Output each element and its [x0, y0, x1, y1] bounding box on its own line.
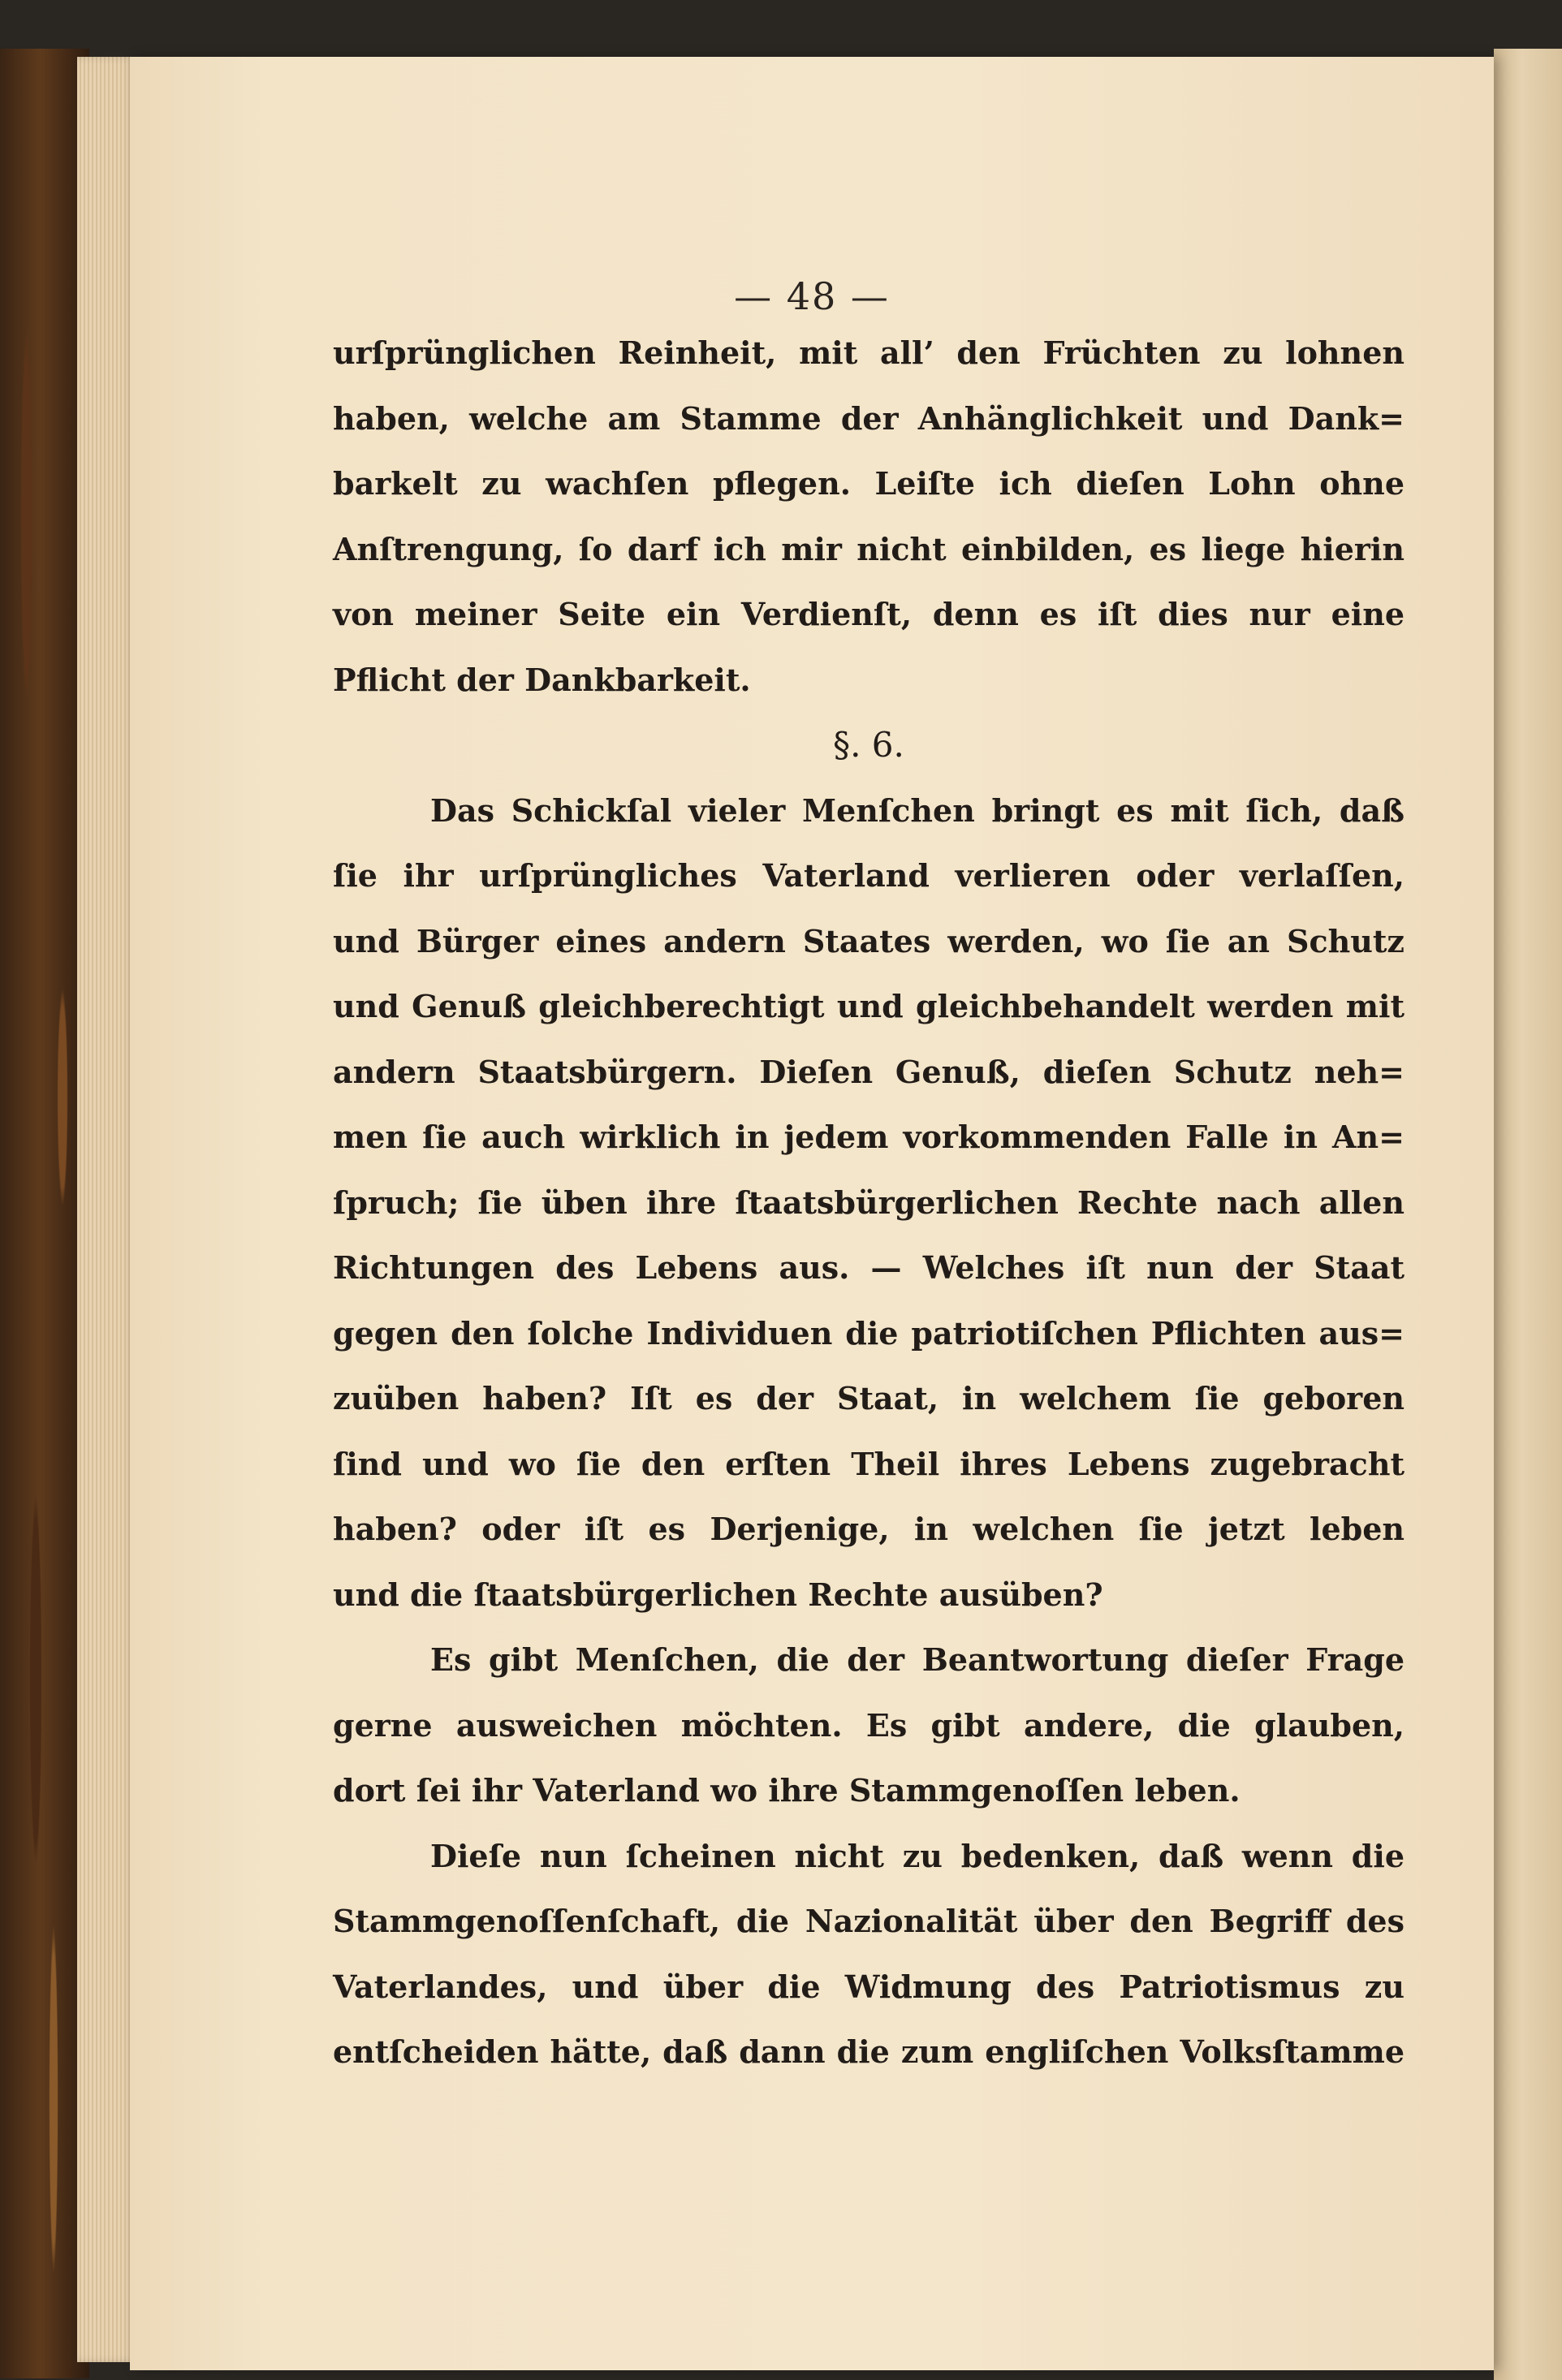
paragraph — [333, 321, 1405, 713]
text-line: dort ſei ihr Vaterland wo ihre Stammgenoſſen leben. — [333, 1772, 1241, 1809]
text-line: Anſtrengung, ſo darf ich mir nicht einbilden, es liege hierin — [333, 530, 1405, 567]
text-line: Dieſe nun ſcheinen nicht zu bedenken, daß wenn die — [430, 1837, 1405, 1874]
page-stack-edge — [77, 57, 138, 2362]
paragraph — [333, 1628, 1405, 1824]
text-line: Vaterlandes, und über die Widmung des Patriotismus zu — [333, 1968, 1405, 2005]
text-line: ſind und wo ſie den erſten Theil ihres Lebens zugebracht — [333, 1445, 1405, 1482]
text-line: men ſie auch wirklich in jedem vorkommenden Falle in An= — [333, 1119, 1405, 1155]
text-line: von meiner Seite ein Verdienſt, denn es iſt dies nur eine — [333, 596, 1405, 632]
text-line: urſprünglichen Reinheit, mit all’ den Früchten zu lohnen — [333, 334, 1405, 371]
text-line: entſcheiden hätte, daß dann die zum engliſchen Volksſtamme — [333, 2033, 1405, 2070]
text-line: Es gibt Menſchen, die der Beantwortung dieſer Frage — [430, 1641, 1405, 1678]
text-line: Stammgenoſſenſchaft, die Nazionalität über den Begriff des — [333, 1903, 1405, 1939]
text-line: und Genuß gleichberechtigt und gleichbehandelt werden mit — [333, 988, 1405, 1024]
text-line: andern Staatsbürgern. Dieſen Genuß, dieſen Schutz neh= — [333, 1053, 1405, 1090]
text-line: Pflicht der Dankbarkeit. — [333, 661, 751, 698]
page-number: — 48 — — [734, 274, 890, 318]
text-line: Das Schickſal vieler Menſchen bringt es mit ſich, daß — [430, 791, 1405, 829]
text-line: zuüben haben? Iſt es der Staat, in welchem ſie geboren — [333, 1380, 1405, 1416]
paragraph — [333, 778, 1405, 1628]
facing-page-edge — [1494, 49, 1562, 2380]
text-line: haben, welche am Stamme der Anhänglichkeit und Dank= — [333, 399, 1405, 437]
text-line: gerne ausweichen möchten. Es gibt andere, die glauben, — [333, 1706, 1405, 1744]
page-text — [333, 321, 1405, 2085]
text-line: ſpruch; ſie üben ihre ſtaatsbürgerlichen Rechte nach allen — [333, 1184, 1405, 1221]
text-line: und die ſtaatsbürgerlichen Rechte ausüben? — [333, 1576, 1103, 1613]
paragraph — [333, 1824, 1405, 2085]
text-line: haben? oder iſt es Derjenige, in welchen ſie jetzt leben — [333, 1511, 1405, 1547]
text-line: gegen den ſolche Individuen die patriotiſchen Pflichten aus= — [333, 1314, 1405, 1352]
text-line: barkelt zu wachſen pflegen. Leiſte ich dieſen Lohn ohne — [333, 465, 1405, 502]
section-heading: §. 6. — [833, 725, 904, 765]
text-line: Richtungen des Lebens aus. — Welches iſt nun der Staat — [333, 1249, 1405, 1286]
text-line: und Bürger eines andern Staates werden, wo ſie an Schutz — [333, 922, 1405, 959]
book-spine — [0, 49, 89, 2378]
text-line: ſie ihr urſprüngliches Vaterland verlieren oder verlaſſen, — [333, 857, 1405, 894]
